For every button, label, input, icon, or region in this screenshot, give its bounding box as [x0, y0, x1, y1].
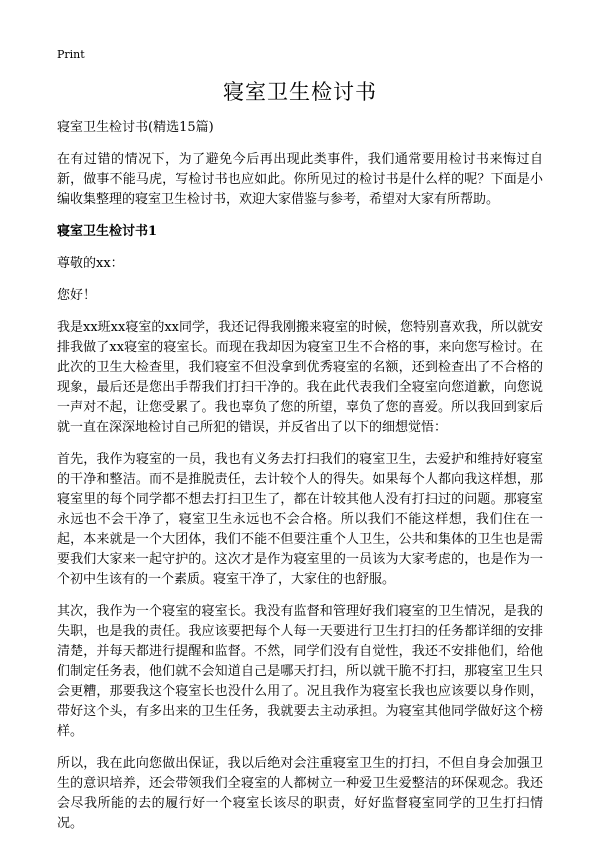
greeting: 您好！: [57, 288, 97, 303]
body-paragraph-1: 我是xx班xx寝室的xx同学，我还记得我刚搬来寝室的时候，您特别喜欢我，所以就安排我做了xx寝室的寝室长。而现在我却因为寝室卫生不合格的事，来向您写检讨。在此次的卫生大检查里，我们寝室不但没拿到优秀寝室的名额，还到检查出了不合格的现象，最后还是您出手帮我们打扫干净的。我在此代表我们全寝室向您道歉，向您说一声对不起，让您受累了。我也辜负了您的所望，辜负了您的喜爱。所以我回到家后就一直在深深地检讨自己所犯的错误，并反省出了以下的细想觉悟：: [57, 320, 543, 435]
body-paragraph-4: 所以，我在此向您做出保证，我以后绝对会注重寝室卫生的打扫，不但自身会加强卫生的意识培养，还会带领我们全寝室的人都树立一种爱卫生爱整洁的环保观念。我还会尽我所能的去的履行好一个寝室长该尽的职责，好好监督寝室同学的卫生打扫情况。: [57, 756, 543, 831]
print-link[interactable]: Print: [57, 48, 85, 61]
body-paragraph-3: 其次，我作为一个寝室的寝室长。我没有监督和管理好我们寝室的卫生情况，是我的失职，也是我的责任。我应该要把每个人每一天要进行卫生打扫的任务都详细的安排清楚，并每天都进行提醒和监督。不然，同学们没有自觉性，我还不安排他们，给他们制定任务表，他们就不会知道自己是哪天打扫，所以就干脆不打扫，那寝室卫生只会更糟，那要我这个寝室长也没什么用了。况且我作为寝室长我也应该要以身作则，带好这个头，有多出来的卫生任务，我就要去主动承担。为寝室其他同学做好这个榜样。: [57, 604, 543, 739]
document-subtitle: 寝室卫生检讨书(精选15篇): [57, 120, 214, 135]
body-paragraph-2: 首先，我作为寝室的一员，我也有义务去打扫我们的寝室卫生，去爱护和维持好寝室的干净和整洁。而不是推脱责任，去计较个人的得失。如果每个人都向我这样想，那寝室里的每个同学都不想去打扫卫生了，都在计较其他人没有打扫过的问题。那寝室永远也不会干净了，寝室卫生永远也不会合格。所以我们不能这样想，我们住在一起，本来就是一个大团体，我们不能不但要注重个人卫生，公共和集体的卫生也是需要我们大家来一起守护的。这次才是作为寝室里的一员该为大家考虑的，也是作为一个初中生该有的一个素质。寝室干净了，大家住的也舒服。: [57, 452, 543, 587]
document-body: [57, 118, 543, 846]
intro-paragraph: 在有过错的情况下，为了避免今后再出现此类事件，我们通常要用检讨书来悔过自新，做事不能马虎，写检讨书也应如此。你所见过的检讨书是什么样的呢？下面是小编收集整理的寝室卫生检讨书，欢迎大家借鉴与参考，希望对大家有所帮助。: [57, 152, 543, 207]
page-title: 寝室卫生检讨书: [223, 80, 377, 104]
salutation: 尊敬的xx：: [57, 256, 124, 271]
section-heading: 寝室卫生检讨书1: [57, 224, 158, 239]
